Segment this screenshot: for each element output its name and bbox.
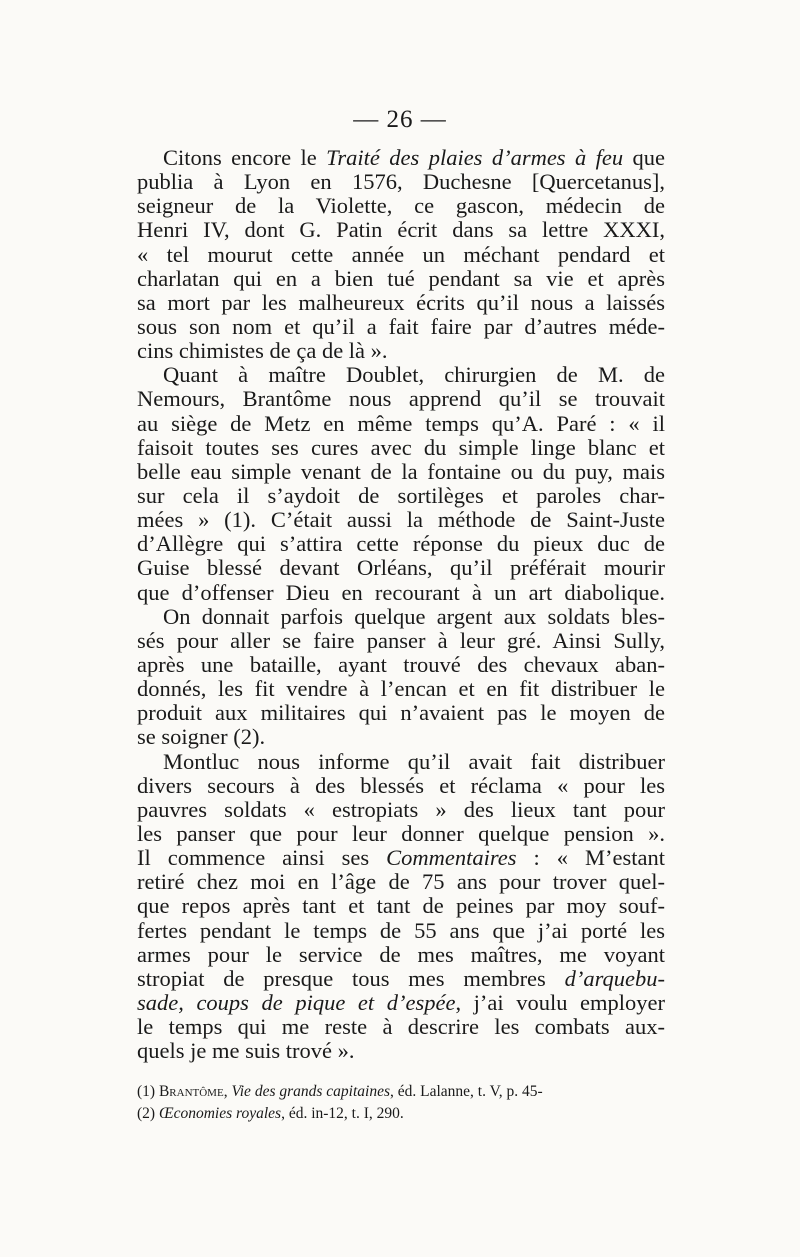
footnote-author: Brantôme — [158, 1083, 224, 1100]
line-text: seigneur de la Violette, ce gascon, médecin de — [137, 193, 665, 219]
text-line — [137, 798, 665, 822]
text-line — [137, 846, 665, 870]
text-line — [137, 943, 665, 967]
text-line — [137, 291, 665, 315]
text-line — [137, 605, 665, 629]
line-text: mées » (1). C’était aussi la méthode de Saint-Juste — [137, 507, 665, 533]
line-text: armes pour le service de mes maîtres, me voyant — [137, 941, 665, 967]
line-text: Nemours, Brantôme nous apprend qu’il se trouvait — [137, 386, 665, 412]
line-text: Guise blessé devant Orléans, qu’il préférait mourir — [137, 555, 665, 581]
line-text: faisoit toutes ses cures avec du simple linge blanc et — [137, 434, 665, 460]
line-text: sur cela il s’aydoit de sortilèges et paroles char- — [137, 482, 665, 508]
text-line — [137, 629, 665, 653]
line-text: divers secours à des blessés et réclama « pour les — [137, 772, 665, 798]
text-line — [137, 387, 665, 411]
text-line — [137, 243, 665, 267]
text-line — [137, 750, 665, 774]
line-text: le temps qui me reste à descrire les combats aux- — [137, 1014, 665, 1040]
line-text: d’Allègre qui s’attira cette réponse du pieux duc de — [137, 531, 665, 557]
text-line — [137, 774, 665, 798]
text-line — [137, 146, 665, 170]
line-text: Citons encore le — [163, 145, 327, 170]
line-text: que d’offenser Dieu en recourant à un art diabolique. — [137, 579, 665, 605]
footnote — [137, 1103, 665, 1125]
line-text: se soigner (2). — [137, 724, 266, 750]
footnote-number: (1) — [137, 1083, 159, 1100]
line-text: stropiat de presque tous mes membres — [137, 965, 565, 991]
line-text: sés pour aller se faire panser à leur gré. Ainsi Sully, — [137, 627, 665, 653]
text-line — [137, 436, 665, 460]
line-text: produit aux militaires qui n’avaient pas le moyen de — [137, 700, 665, 726]
line-text: charlatan qui en a bien tué pendant sa vie et après — [137, 265, 665, 291]
italic-title: Commentaires — [386, 845, 517, 871]
line-text: publia à Lyon en 1576, Duchesne [Quercetanus], — [137, 169, 665, 195]
italic-title: Traité des plaies d’armes à feu — [326, 145, 624, 170]
text-line — [137, 460, 665, 484]
text-line — [137, 267, 665, 291]
line-text: On donnait parfois quelque argent aux soldats bles- — [163, 603, 665, 629]
page-number: — 26 — — [353, 106, 447, 133]
text-line — [137, 919, 665, 943]
italic-title: d’arquebu- — [564, 965, 665, 991]
line-text: que — [623, 145, 665, 170]
text-line — [137, 967, 665, 991]
line-text: au siège de Metz en même temps qu’A. Paré : « il — [137, 410, 665, 436]
footnote-title: Vie des grands capitaines — [231, 1083, 391, 1100]
text-line — [137, 991, 665, 1015]
line-text: sous son nom et qu’il a fait faire par d’autres méde- — [137, 313, 665, 339]
text-line — [137, 556, 665, 580]
text-line — [137, 194, 665, 218]
line-text: les panser que pour leur donner quelque pension ». — [137, 820, 665, 846]
footnote-separator: , — [223, 1083, 232, 1100]
italic-title: sade, coups de pique et d’espée — [137, 989, 456, 1015]
line-text: : « M’estant — [516, 845, 666, 871]
text-line — [137, 315, 665, 339]
line-text: « tel mourut cette année un méchant pendard et — [137, 241, 665, 267]
line-text: Henri IV, dont G. Patin écrit dans sa lettre XXXI, — [137, 217, 665, 243]
line-text: quels je me suis trové ». — [137, 1038, 355, 1064]
text-line — [137, 508, 665, 532]
footnotes — [137, 1081, 665, 1125]
body-text — [137, 146, 665, 1063]
footnote-reference: , éd. in-12, t. I, 290. — [281, 1105, 404, 1122]
footnote — [137, 1081, 665, 1103]
text-line — [137, 532, 665, 556]
text-line — [137, 484, 665, 508]
line-text: belle eau simple venant de la fontaine ou du puy, mais — [137, 458, 665, 484]
text-line — [137, 218, 665, 242]
text-line — [137, 581, 665, 605]
text-line — [137, 363, 665, 387]
text-line — [137, 170, 665, 194]
footnote-reference: , éd. Lalanne, t. V, p. 45- — [390, 1083, 543, 1100]
text-line — [137, 894, 665, 918]
text-line — [137, 1015, 665, 1039]
text-line — [137, 725, 665, 749]
line-text: Il commence ainsi ses — [137, 845, 387, 871]
line-text: que repos après tant et tant de peines par moy souf- — [137, 893, 665, 919]
line-text: donnés, les fit vendre à l’encan et en fit distribuer le — [137, 676, 665, 702]
text-line — [137, 677, 665, 701]
text-line — [137, 653, 665, 677]
footnote-title: Œconomies royales — [158, 1105, 282, 1122]
text-line — [137, 701, 665, 725]
line-text: pauvres soldats « estropiats » des lieux tant pour — [137, 796, 665, 822]
line-text: Montluc nous informe qu’il avait fait distribuer — [163, 748, 665, 774]
line-text: sa mort par les malheureux écrits qu’il nous a laissés — [137, 289, 665, 315]
footnote-number: (2) — [137, 1105, 159, 1122]
text-line — [137, 339, 665, 363]
line-text: retiré chez moi en l’âge de 75 ans pour trover quel- — [137, 869, 665, 895]
text-line — [137, 1039, 665, 1063]
line-text: Quant à maître Doublet, chirurgien de M. de — [163, 362, 665, 388]
line-text: , j’ai voulu employer — [455, 989, 666, 1015]
line-text: cins chimistes de ça de là ». — [137, 338, 388, 364]
line-text: après une bataille, ayant trouvé des chevaux aban- — [137, 651, 665, 677]
text-line — [137, 412, 665, 436]
text-line — [137, 822, 665, 846]
line-text: fertes pendant le temps de 55 ans que j’ai porté les — [137, 917, 665, 943]
text-line — [137, 870, 665, 894]
